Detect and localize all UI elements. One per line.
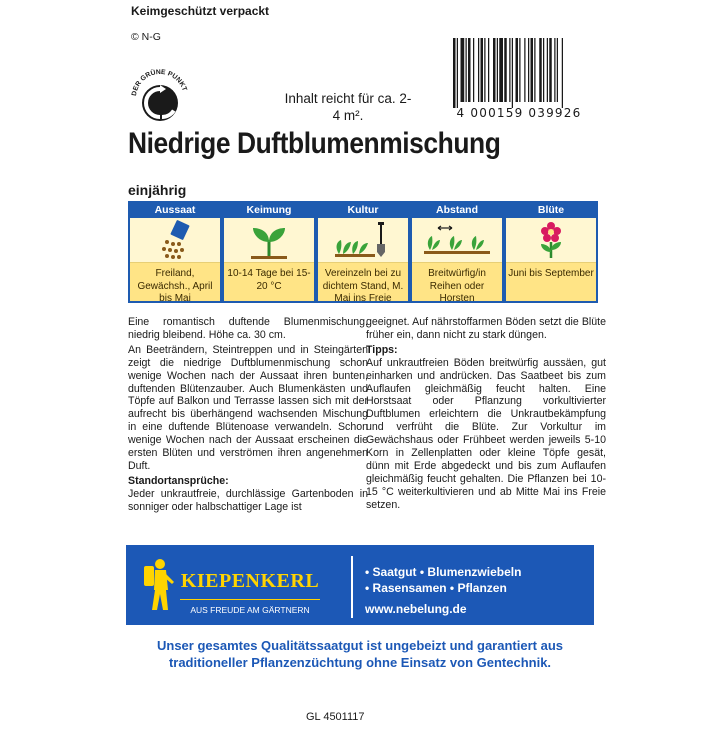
barcode-bar [499, 38, 503, 102]
barcode-bar [493, 38, 496, 102]
info-box-heading: Blüte [506, 203, 596, 218]
barcode-bar [453, 38, 456, 108]
barcode-bar [549, 38, 552, 102]
location-paragraph-continued: geeignet. Auf nährstoffarmen Böden setzt die Blüte früher ein, dann nicht zu stark düngen. [366, 316, 606, 341]
barcode-bar [504, 38, 507, 102]
barcode-bar [512, 38, 513, 108]
barcode-bar [534, 38, 535, 102]
barcode-bar [557, 38, 558, 102]
barcode-bar [524, 38, 525, 102]
barcode-bar [543, 38, 544, 102]
gl-number: GL 4501117 [306, 711, 365, 723]
barcode-bar [531, 38, 534, 102]
info-box-kultur [316, 201, 410, 303]
location-heading: Standortansprüche: [128, 474, 229, 487]
info-box-bluete [504, 201, 598, 303]
product-list-line-2: • Rasensamen • Pflanzen [365, 581, 507, 595]
top-label: Keimgeschützt verpackt [131, 4, 270, 18]
description-right-column [366, 316, 606, 514]
barcode-bar [528, 38, 529, 102]
shovel-plants-icon [333, 220, 393, 260]
tips-heading: Tipps: [366, 343, 398, 356]
barcode-bar [519, 38, 520, 102]
barcode-bar [516, 38, 519, 102]
banner-divider [351, 556, 353, 618]
barcode-bar [547, 38, 548, 102]
barcode-bar [457, 38, 458, 108]
gruene-punkt-logo [126, 60, 194, 128]
barcode-bar [497, 38, 498, 102]
info-box-heading: Kultur [318, 203, 408, 218]
barcode-bar [466, 38, 467, 102]
barcode-bar [478, 38, 479, 102]
annual-label: einjährig [128, 182, 187, 198]
product-list-line-1: • Saatgut • Blumenzwiebeln [365, 565, 522, 579]
slogan-divider [180, 599, 320, 600]
tips-paragraph: Auf unkrautfreien Böden breitwürfig aussäen, gut einharken und andrücken. Das Saatbeet bis zum Auflaufen gleichmäßig feucht halten. Eine Horstsaat oder Pflanzung vorkultivierter Duftblumen erleichtern die Unkrautbekämpfung und verfrüht die Blüte. Zur Vorkultur im Gewächshaus oder Frühbeet werden jeweils 5-10 Korn in Zellenplatten oder kleine Töpfe gesät, dünn mit Erde abgedeckt und bis zum Auflaufen gleichmäßig feucht gehalten. Die Pflanzen bei 10-15 °C weiterkultivieren und ab Mitte Mai ins Freie setzen. [366, 356, 606, 511]
barcode-bar [509, 38, 510, 102]
intro-paragraph: Eine romantisch duftende Blumenmischung, niedrig bleibend. Höhe ca. 30 cm. [128, 316, 368, 341]
flower-icon [529, 220, 573, 260]
location-paragraph: Jeder unkrautfreie, durchlässige Gartenboden in sonniger oder halbschattiger Lage ist [128, 487, 368, 513]
spacing-icon [422, 220, 492, 260]
info-box-text: Freiland, Gewächsh., April bis Mai [137, 268, 213, 304]
info-box-heading: Abstand [412, 203, 502, 218]
copyright-text: © N-G [131, 31, 161, 43]
body-paragraph: An Beeträndern, Steintreppen und in Steingärten zeigt die niedrige Duftblumenmischung schon wenige Wochen nach der Aussaat ihren bunten, duftenden Blütenzauber. Auch Blumenkästen und Töpfe auf Balkon und Terrasse lassen sich mit der aufrecht bis überhängend wachsenden Mischung in eine duftende Blütenoase verwandeln. Schon wenige Wochen nach der Aussaat erscheinen die ersten Blüten und verströmen ihren angenehmen Duft. [128, 343, 368, 472]
product-title: Niedrige Duftblumenmischung [128, 127, 501, 160]
info-box-text: Breitwürfig/in Reihen oder Horsten [428, 268, 486, 304]
barcode-bar [488, 38, 489, 102]
quality-note: Unser gesamtes Qualitätssaatgut ist ungebeizt und garantiert aus traditioneller Pflanzenzüchtung ohne Einsatz von Gentechnik. [157, 638, 563, 670]
barcode-bar [484, 38, 485, 102]
barcode-bar [468, 38, 471, 102]
brand-name: KIEPENKERL [180, 570, 320, 592]
info-box-heading: Keimung [224, 203, 314, 218]
sprout-icon [247, 220, 291, 260]
info-box-abstand [410, 201, 504, 303]
barcode-bar [473, 38, 474, 102]
info-box-text: 10-14 Tage bei 15-20 °C [227, 268, 311, 292]
barcode-bar [554, 38, 555, 102]
description-left-column [128, 316, 368, 516]
coverage-note: Inhalt reicht für ca. 2-4 m². [284, 91, 412, 123]
info-box-text: Juni bis September [508, 268, 594, 279]
info-box-text: Vereinzeln bei zu dichtem Stand, M. Mai ins Freie [322, 268, 404, 304]
seed-bag-icon [153, 220, 197, 260]
barcode-bar [539, 38, 542, 102]
gruene-punkt-text: DER GRÜNE PUNKT [131, 68, 188, 97]
brand-slogan: AUS FREUDE AM GÄRTNERN [190, 605, 310, 615]
info-box-heading: Aussaat [130, 203, 220, 218]
barcode-bar [562, 38, 563, 108]
barcode-bar [461, 38, 465, 102]
barcode-bar [481, 38, 484, 102]
website-link[interactable]: www.nebelung.de [365, 602, 467, 616]
info-box-keimung [222, 201, 316, 303]
info-box-aussaat [128, 201, 222, 303]
barcode-digits: 4 000159 039926 [456, 106, 582, 120]
